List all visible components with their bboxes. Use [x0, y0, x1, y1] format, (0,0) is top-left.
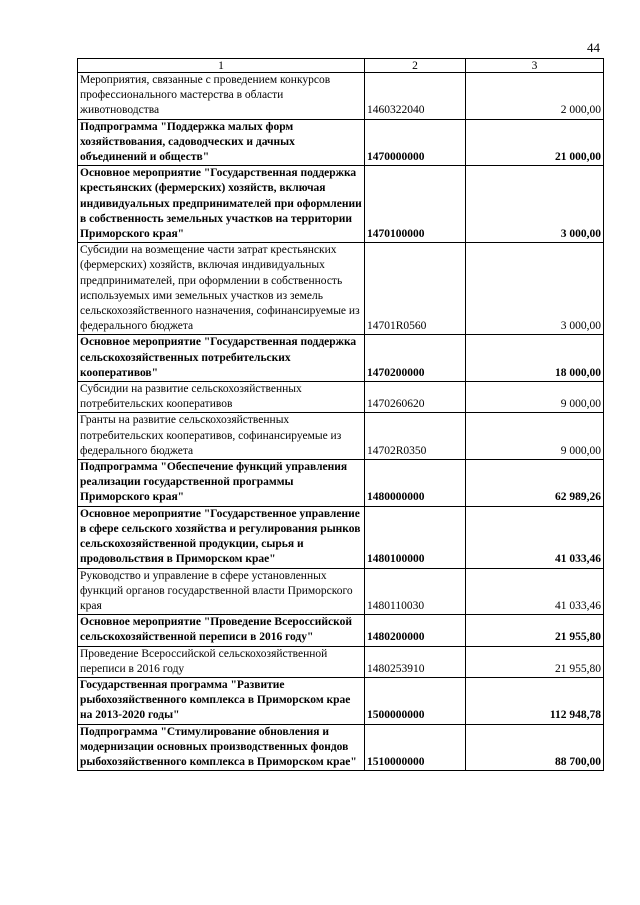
table-row: [78, 460, 604, 507]
row-name-cell: Субсидии на развитие сельскохозяйственных потребительских кооперативов: [78, 382, 365, 413]
row-amount-cell: 9 000,00: [466, 413, 604, 460]
table-row: [78, 382, 604, 413]
row-amount-cell: 112 948,78: [466, 677, 604, 724]
row-code-cell: 14701R0560: [365, 243, 466, 335]
row-amount-cell: 62 989,26: [466, 460, 604, 507]
row-code-cell: 1470200000: [365, 335, 466, 382]
row-code-cell: 1470000000: [365, 119, 466, 166]
row-amount-cell: 41 033,46: [466, 506, 604, 568]
row-name-cell: Государственная программа "Развитие рыбохозяйственного комплекса в Приморском крае на 2013-2020 годы": [78, 677, 365, 724]
row-name-cell: Подпрограмма "Поддержка малых форм хозяйствования, садоводческих и дачных объединений и обществ": [78, 119, 365, 166]
row-name-cell: Проведение Всероссийской сельскохозяйственной переписи в 2016 году: [78, 646, 365, 677]
row-code-cell: 1480000000: [365, 460, 466, 507]
row-code-cell: 1480110030: [365, 568, 466, 615]
table-row: [78, 335, 604, 382]
column-header-2: 2: [365, 59, 466, 73]
row-code-cell: 1480100000: [365, 506, 466, 568]
budget-table: [77, 58, 604, 771]
row-amount-cell: 41 033,46: [466, 568, 604, 615]
row-name-cell: Мероприятия, связанные с проведением конкурсов профессионального мастерства в области животноводства: [78, 73, 365, 120]
table-row: [78, 646, 604, 677]
table-row: [78, 166, 604, 243]
table-row: [78, 119, 604, 166]
row-name-cell: Подпрограмма "Обеспечение функций управления реализации государственной программы Приморского края": [78, 460, 365, 507]
table-row: [78, 615, 604, 646]
row-name-cell: Основное мероприятие "Государственная поддержка крестьянских (фермерских) хозяйств, включая индивидуальных предпринимателей при оформлении в собственность земельных участков на территории Приморского края": [78, 166, 365, 243]
row-code-cell: 1470260620: [365, 382, 466, 413]
table-row: [78, 73, 604, 120]
table-row: [78, 568, 604, 615]
row-code-cell: 1460322040: [365, 73, 466, 120]
table-row: [78, 506, 604, 568]
row-amount-cell: 3 000,00: [466, 166, 604, 243]
row-amount-cell: 2 000,00: [466, 73, 604, 120]
table-header-row: [78, 59, 604, 73]
row-amount-cell: 21 955,80: [466, 615, 604, 646]
table-body: [78, 73, 604, 771]
row-code-cell: 1480200000: [365, 615, 466, 646]
row-amount-cell: 9 000,00: [466, 382, 604, 413]
row-name-cell: Руководство и управление в сфере установленных функций органов государственной власти Приморского края: [78, 568, 365, 615]
row-amount-cell: 18 000,00: [466, 335, 604, 382]
row-amount-cell: 21 000,00: [466, 119, 604, 166]
table-row: [78, 677, 604, 724]
table-row: [78, 724, 604, 771]
row-name-cell: Основное мероприятие "Государственная поддержка сельскохозяйственных потребительских кооперативов": [78, 335, 365, 382]
row-code-cell: 14702R0350: [365, 413, 466, 460]
row-code-cell: 1470100000: [365, 166, 466, 243]
table-row: [78, 243, 604, 335]
row-amount-cell: 88 700,00: [466, 724, 604, 771]
row-code-cell: 1510000000: [365, 724, 466, 771]
row-name-cell: Гранты на развитие сельскохозяйственных потребительских кооперативов, софинансируемые из федерального бюджета: [78, 413, 365, 460]
row-name-cell: Подпрограмма "Стимулирование обновления и модернизации основных производственных фондов рыбохозяйственного комплекса в Приморском крае": [78, 724, 365, 771]
column-header-3: 3: [466, 59, 604, 73]
row-code-cell: 1500000000: [365, 677, 466, 724]
row-amount-cell: 3 000,00: [466, 243, 604, 335]
row-name-cell: Основное мероприятие "Государственное управление в сфере сельского хозяйства и регулирования рынков сельскохозяйственной продукции, сырья и продовольствия в Приморском крае": [78, 506, 365, 568]
table-row: [78, 413, 604, 460]
column-header-1: 1: [78, 59, 365, 73]
row-name-cell: Основное мероприятие "Проведение Всероссийской сельскохозяйственной переписи в 2016 году": [78, 615, 365, 646]
row-name-cell: Субсидии на возмещение части затрат крестьянских (фермерских) хозяйств, включая индивидуальных предпринимателей, при оформлении в собственность используемых ими земельных участков из земель сельскохозяйственного назначения, софинансируемые из федерального бюджета: [78, 243, 365, 335]
row-amount-cell: 21 955,80: [466, 646, 604, 677]
page-number: 44: [587, 40, 600, 55]
row-code-cell: 1480253910: [365, 646, 466, 677]
